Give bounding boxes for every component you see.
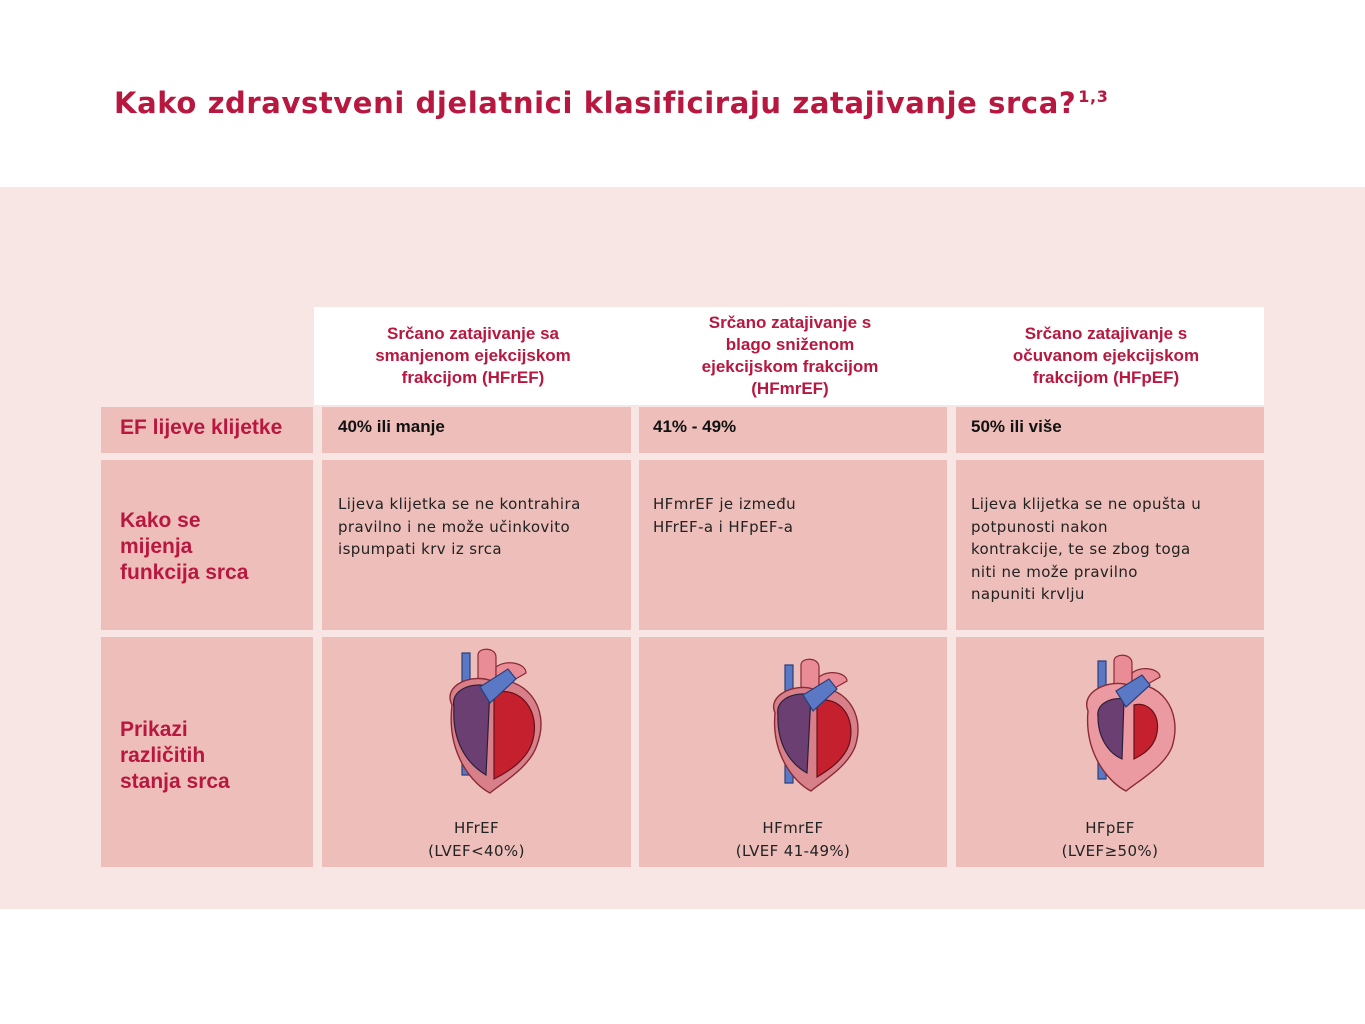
image-cell-hfref [322, 637, 631, 867]
row-label-function: Kako se mijenja funkcija srca [101, 460, 313, 630]
desc-cell-hfpef: Lijeva klijetka se ne opušta u potpunosti nakon kontrakcije, te se zbog toga niti ne može pravilno napuniti krvlju [956, 460, 1264, 630]
caption-hfref: HFrEF (LVEF<40%) [428, 819, 525, 860]
header-hfpef: Srčano zatajivanje s očuvanom ejekcijskom frakcijom (HFpEF) [948, 307, 1264, 405]
image-cell-hfmref [639, 637, 947, 867]
ef-cell-hfpef: 50% ili više [956, 407, 1264, 453]
title-reference: 1,3 [1078, 87, 1109, 107]
ef-cell-hfref: 40% ili manje [322, 407, 631, 453]
ef-cell-hfmref: 41% - 49% [639, 407, 947, 453]
desc-cell-hfmref: HFmrEF je između HFrEF-a i HFpEF-a [639, 460, 947, 630]
header-hfref: Srčano zatajivanje sa smanjenom ejekcijskom frakcijom (HFrEF) [314, 307, 632, 405]
heart-hfpef-icon [1038, 647, 1188, 797]
page-title: Kako zdravstveni djelatnici klasificiraju zatajivanje srca? $^{1,3}$ [114, 86, 1109, 120]
caption-hfmref: HFmrEF (LVEF 41-49%) [735, 819, 851, 860]
header-hfmref: Srčano zatajivanje s blago sniženom ejekcijskom frakcijom (HFmrEF) [632, 307, 948, 405]
row-label-images: Prikazi različitih stanja srca [101, 637, 313, 867]
heart-hfref-icon [402, 645, 552, 795]
desc-cell-hfref: Lijeva klijetka se ne kontrahira pravilno i ne može učinkovito ispumpati krv iz srca [322, 460, 631, 630]
caption-hfpef: HFpEF (LVEF≥50%) [1061, 819, 1159, 860]
heart-hfmref-icon [723, 649, 873, 799]
image-cell-hfpef [956, 637, 1264, 867]
row-label-ef: EF lijeve klijetke [101, 407, 313, 453]
